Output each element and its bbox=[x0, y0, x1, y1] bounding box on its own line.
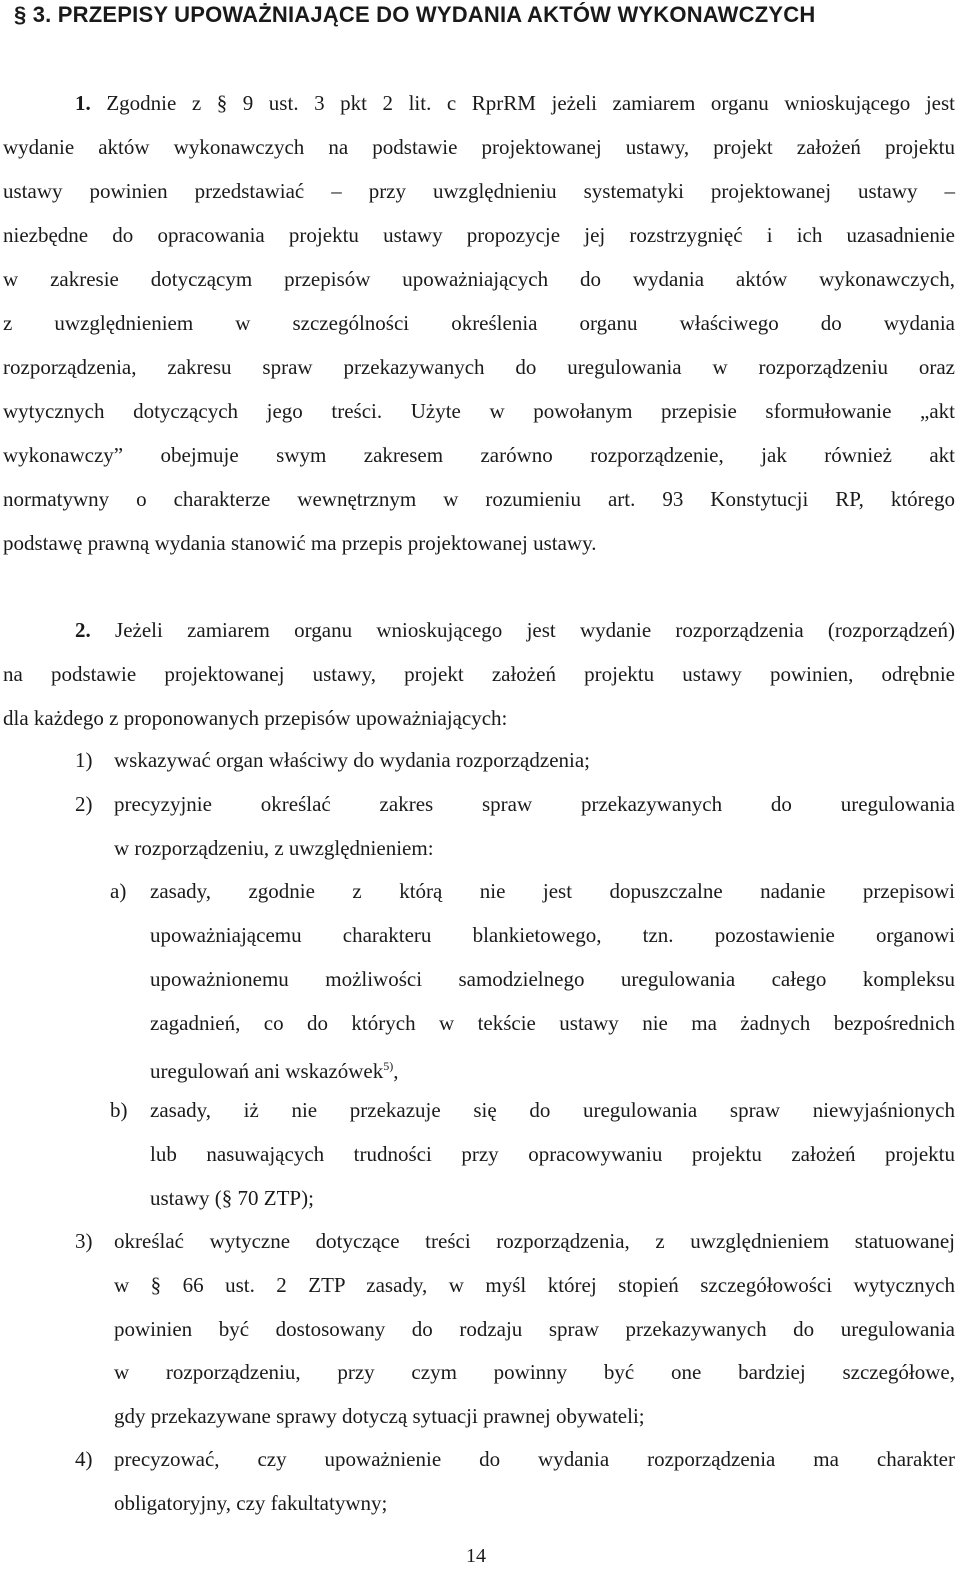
list-item-text: określać wytyczne dotyczące treści rozporządzenia, z uwzględnieniem statuowanej bbox=[114, 1229, 955, 1253]
list-item-text: w rozporządzeniu, z uwzględnieniem: bbox=[114, 836, 434, 860]
paragraph-1-line: w zakresie dotyczącym przepisów upoważniających do wydania aktów wykonawczych, bbox=[3, 267, 955, 291]
paragraph-1-number: 1. bbox=[75, 91, 91, 115]
sub-item-text: uregulowań ani wskazówek bbox=[150, 1059, 384, 1083]
sub-list-marker: b) bbox=[110, 1098, 128, 1122]
sub-item-text: lub nasuwających trudności przy opracowywaniu projektu założeń projektu bbox=[150, 1142, 955, 1166]
list-item-text: obligatoryjny, czy fakultatywny; bbox=[114, 1491, 388, 1515]
list-item-text: powinien być dostosowany do rodzaju spraw przekazywanych do uregulowania bbox=[114, 1317, 955, 1341]
sub-item-text: zagadnień, co do których w tekście ustawy nie ma żadnych bezpośrednich bbox=[150, 1011, 955, 1035]
list-marker: 1) bbox=[75, 748, 93, 772]
list-item-text: wskazywać organ właściwy do wydania rozporządzenia; bbox=[114, 748, 591, 772]
paragraph-1-line: ustawy powinien przedstawiać – przy uwzględnieniu systematyki projektowanej ustawy – bbox=[3, 179, 955, 203]
paragraph-2-line: na podstawie projektowanej ustawy, projekt założeń projektu ustawy powinien, odrębnie bbox=[3, 662, 955, 686]
section-heading: § 3. PRZEPISY UPOWAŻNIAJĄCE DO WYDANIA AKTÓW WYKONAWCZYCH bbox=[14, 2, 816, 27]
list-item-text: precyzować, czy upoważnienie do wydania rozporządzenia ma charakter bbox=[114, 1447, 955, 1471]
footnote-ref: 5) bbox=[383, 1059, 394, 1073]
page-number: 14 bbox=[466, 1545, 486, 1567]
paragraph-2-line: dla każdego z proponowanych przepisów upoważniających: bbox=[3, 706, 508, 730]
list-item-text: gdy przekazywane sprawy dotyczą sytuacji prawnej obywateli; bbox=[114, 1404, 645, 1428]
sub-item-text: , bbox=[393, 1059, 399, 1083]
paragraph-1-line: normatywny o charakterze wewnętrznym w rozumieniu art. 93 Konstytucji RP, którego bbox=[3, 487, 955, 511]
sub-item-text: zasady, iż nie przekazuje się do uregulowania spraw niewyjaśnionych bbox=[150, 1098, 955, 1122]
sub-list-marker: a) bbox=[110, 879, 127, 903]
list-item-text: precyzyjnie określać zakres spraw przekazywanych do uregulowania bbox=[114, 792, 955, 816]
sub-item-text: ustawy (§ 70 ZTP); bbox=[150, 1186, 314, 1210]
sub-item-text: upoważnionemu możliwości samodzielnego uregulowania całego kompleksu bbox=[150, 967, 955, 991]
paragraph-1-line: Zgodnie z § 9 ust. 3 pkt 2 lit. c RprRM jeżeli zamiarem organu wnioskującego jest bbox=[106, 91, 956, 115]
paragraph-2-line: Jeżeli zamiarem organu wnioskującego jest wydanie rozporządzenia (rozporządzeń) bbox=[115, 618, 955, 642]
paragraph-1-line: rozporządzenia, zakresu spraw przekazywanych do uregulowania w rozporządzeniu oraz bbox=[3, 355, 955, 379]
paragraph-1-line: podstawę prawną wydania stanowić ma przepis projektowanej ustawy. bbox=[3, 531, 597, 555]
list-marker: 3) bbox=[75, 1229, 93, 1253]
paragraph-1-line: z uwzględnieniem w szczególności określenia organu właściwego do wydania bbox=[3, 311, 955, 335]
list-item-text: w § 66 ust. 2 ZTP zasady, w myśl której stopień szczegółowości wytycznych bbox=[114, 1273, 955, 1297]
paragraph-1-line: niezbędne do opracowania projektu ustawy propozycje jej rozstrzygnięć i ich uzasadnienie bbox=[3, 223, 955, 247]
paragraph-2-number: 2. bbox=[75, 618, 91, 642]
paragraph-1-line: wytycznych dotyczących jego treści. Użyte w powołanym przepisie sformułowanie „akt bbox=[3, 399, 955, 423]
sub-item-text: upoważniającemu charakteru blankietowego, tzn. pozostawienie organowi bbox=[150, 923, 955, 947]
sub-item-text: zasady, zgodnie z którą nie jest dopuszczalne nadanie przepisowi bbox=[150, 879, 955, 903]
list-item-text: w rozporządzeniu, przy czym powinny być one bardziej szczegółowe, bbox=[114, 1360, 955, 1384]
list-marker: 2) bbox=[75, 792, 93, 816]
paragraph-1-line: wykonawczy” obejmuje swym zakresem zarówno rozporządzenie, jak również akt bbox=[3, 443, 955, 467]
paragraph-1-line: wydanie aktów wykonawczych na podstawie projektowanej ustawy, projekt założeń projektu bbox=[3, 135, 955, 159]
list-marker: 4) bbox=[75, 1447, 93, 1471]
